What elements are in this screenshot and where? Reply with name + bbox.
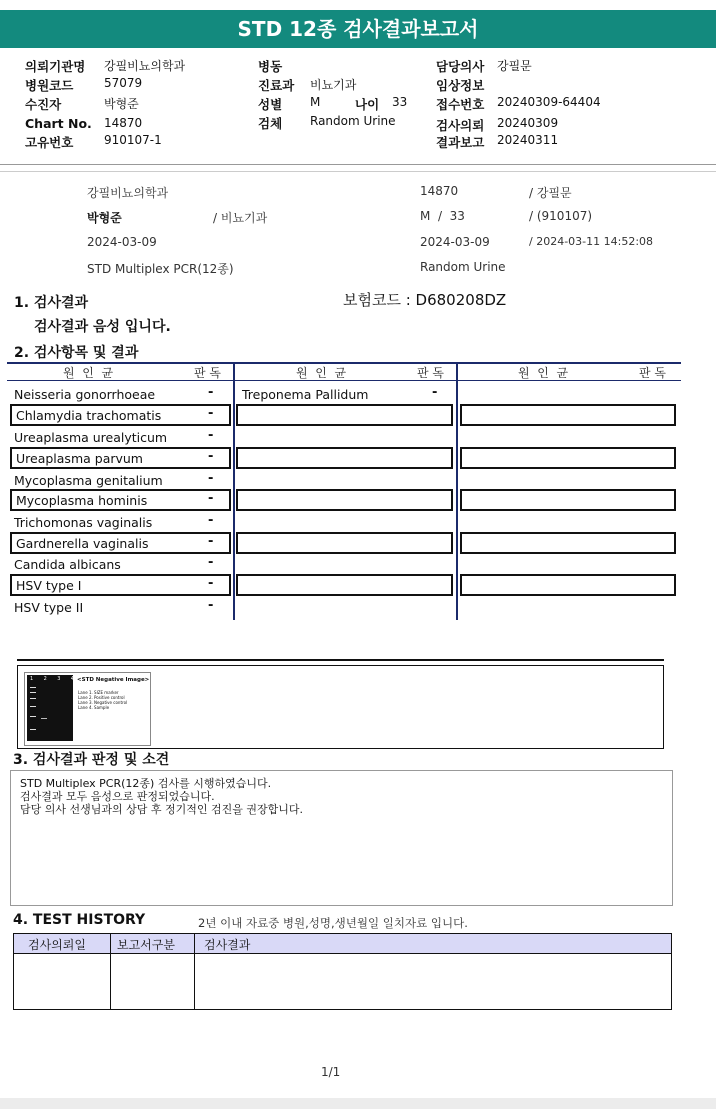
organism-result: - bbox=[432, 385, 438, 400]
organism-name: Trichomonas vaginalis bbox=[14, 515, 153, 530]
pi-clinic: 강필비뇨의학과 bbox=[87, 186, 169, 200]
history-col-result: 검사결과 bbox=[204, 938, 251, 952]
label-age: 나이 bbox=[355, 97, 380, 112]
col2-organism-header: 원 인 균 bbox=[296, 366, 347, 380]
empty-row-box bbox=[460, 532, 676, 554]
gel-legend-item: Lane 3. Negative control bbox=[78, 700, 128, 705]
gel-top-rule bbox=[17, 659, 664, 661]
empty-row-box bbox=[460, 574, 676, 596]
organism-result: - bbox=[208, 491, 214, 506]
organism-name: Ureaplasma urealyticum bbox=[14, 430, 168, 445]
col1-result-header: 판 독 bbox=[194, 366, 221, 380]
pi-dept: / 비뇨기과 bbox=[213, 211, 268, 225]
organism-name: Neisseria gonorrhoeae bbox=[14, 387, 156, 402]
organism-name: Gardnerella vaginalis bbox=[16, 536, 149, 551]
value-sex: M bbox=[310, 95, 321, 109]
gel-band bbox=[30, 687, 36, 688]
value-report-date: 20240311 bbox=[497, 133, 559, 147]
opinion-box bbox=[10, 770, 673, 906]
value-request-date: 20240309 bbox=[497, 116, 559, 130]
label-doctor: 담당의사 bbox=[436, 59, 485, 74]
gel-lane-label: 2 bbox=[43, 676, 47, 682]
pi-date1: 2024-03-09 bbox=[87, 235, 157, 249]
history-note: 2년 이내 자료중 병원,성명,생년월일 일치자료 입니다. bbox=[198, 916, 468, 930]
value-department: 비뇨기과 bbox=[310, 78, 357, 92]
opinion-line: 검사결과 모두 음성으로 판정되었습니다. bbox=[20, 790, 215, 803]
opinion-line: 담당 의사 선생님과의 상담 후 정기적인 검진을 권장합니다. bbox=[20, 803, 303, 816]
value-age: 33 bbox=[392, 95, 408, 109]
gel-lane-label: 4 bbox=[70, 676, 74, 682]
empty-row-box bbox=[236, 574, 453, 596]
pi-doctor: / 강필문 bbox=[529, 186, 572, 200]
empty-row-box bbox=[236, 404, 453, 426]
gel-lane-label: 1 bbox=[30, 676, 34, 682]
organism-name: Mycoplasma hominis bbox=[16, 493, 148, 508]
gel-photo bbox=[27, 675, 73, 741]
organism-name: Mycoplasma genitalium bbox=[14, 473, 163, 488]
organism-result: - bbox=[208, 428, 214, 443]
empty-row-box bbox=[460, 489, 676, 511]
gel-legend-item: Lane 4. Sample bbox=[78, 705, 110, 710]
empty-row-box bbox=[236, 532, 453, 554]
value-institution: 강필비뇨의학과 bbox=[104, 59, 186, 73]
table-col-divider-1 bbox=[233, 362, 235, 620]
label-department: 진료과 bbox=[258, 78, 295, 93]
gel-band bbox=[30, 692, 36, 693]
history-header-row bbox=[14, 934, 671, 954]
organism-result: - bbox=[208, 471, 214, 486]
pi-name: 박형준 bbox=[87, 211, 122, 225]
organism-result: - bbox=[208, 576, 214, 591]
pi-chart: 14870 bbox=[420, 184, 459, 198]
label-hospital-code: 병원코드 bbox=[25, 78, 74, 93]
table-col-divider-2 bbox=[456, 362, 458, 620]
section4-title: 4. TEST HISTORY bbox=[13, 912, 146, 928]
gel-image bbox=[24, 672, 151, 746]
gel-legend bbox=[78, 690, 127, 710]
label-specimen: 검체 bbox=[258, 116, 283, 131]
opinion-line: STD Multiplex PCR(12종) 검사를 시행하였습니다. bbox=[20, 777, 272, 790]
empty-row-box bbox=[236, 447, 453, 469]
gel-band bbox=[30, 698, 36, 699]
history-col-divider bbox=[194, 934, 195, 1009]
pi-sex-age: M / 33 bbox=[420, 209, 465, 223]
organism-result: - bbox=[208, 406, 214, 421]
organism-name: Ureaplasma parvum bbox=[16, 451, 143, 466]
gel-band bbox=[30, 706, 36, 707]
value-chart-no: 14870 bbox=[104, 116, 143, 130]
value-specimen: Random Urine bbox=[310, 114, 396, 128]
history-col-report-type: 보고서구분 bbox=[117, 938, 175, 952]
value-doctor: 강필문 bbox=[497, 59, 532, 73]
empty-row-box bbox=[460, 447, 676, 469]
pi-date2: 2024-03-09 bbox=[420, 235, 490, 249]
pi-specimen: Random Urine bbox=[420, 260, 506, 274]
label-receipt-no: 접수번호 bbox=[436, 97, 485, 112]
organism-name: Candida albicans bbox=[14, 557, 121, 572]
label-request-date: 검사의뢰 bbox=[436, 118, 485, 133]
section3-title: 3. 검사결과 판정 및 소견 bbox=[13, 752, 170, 768]
col3-result-header: 판 독 bbox=[639, 366, 666, 380]
gel-legend-item: Lane 2. Positive control bbox=[78, 695, 125, 700]
header-divider bbox=[0, 164, 716, 165]
organism-name: Treponema Pallidum bbox=[242, 387, 369, 402]
section1-summary: 검사결과 음성 입니다. bbox=[34, 319, 171, 335]
header-divider-2 bbox=[0, 171, 716, 172]
gel-band bbox=[30, 729, 36, 730]
gel-image-title: <STD Negative Image> bbox=[77, 677, 150, 683]
gel-lane-labels bbox=[30, 676, 74, 682]
value-unique-no: 910107-1 bbox=[104, 133, 162, 147]
organism-result: - bbox=[208, 534, 214, 549]
insurance-code: 보험코드 : D680208DZ bbox=[343, 291, 507, 309]
label-ward: 병동 bbox=[258, 59, 283, 74]
section1-title: 1. 검사결과 bbox=[14, 295, 89, 311]
label-patient: 수진자 bbox=[25, 97, 62, 112]
label-institution: 의뢰기관명 bbox=[25, 59, 86, 74]
pi-test-name: STD Multiplex PCR(12종) bbox=[87, 262, 234, 276]
gel-lane-label: 3 bbox=[57, 676, 61, 682]
history-col-request-date: 검사의뢰일 bbox=[28, 938, 86, 952]
page-number: 1/1 bbox=[321, 1065, 341, 1079]
organism-name: HSV type II bbox=[14, 600, 84, 615]
organism-result: - bbox=[208, 513, 214, 528]
label-sex: 성별 bbox=[258, 97, 283, 112]
pi-birth: / (910107) bbox=[529, 209, 593, 223]
organism-name: HSV type I bbox=[16, 578, 82, 593]
label-clinical-info: 임상정보 bbox=[436, 78, 485, 93]
label-report-date: 결과보고 bbox=[436, 135, 485, 150]
gel-image-frame bbox=[17, 665, 664, 749]
organism-result: - bbox=[208, 385, 214, 400]
organism-name: Chlamydia trachomatis bbox=[16, 408, 162, 423]
organism-result: - bbox=[208, 555, 214, 570]
empty-row-box bbox=[236, 489, 453, 511]
label-chart-no: Chart No. bbox=[25, 116, 92, 131]
col2-result-header: 판 독 bbox=[417, 366, 444, 380]
value-hospital-code: 57079 bbox=[104, 76, 143, 90]
report-title: STD 12종 검사결과보고서 bbox=[0, 10, 716, 48]
organism-result: - bbox=[208, 449, 214, 464]
history-col-divider bbox=[110, 934, 111, 1009]
history-table bbox=[13, 933, 672, 1010]
gel-band bbox=[30, 716, 36, 717]
value-receipt-no: 20240309-64404 bbox=[497, 95, 601, 109]
empty-row-box bbox=[460, 404, 676, 426]
organism-result: - bbox=[208, 598, 214, 613]
pi-report-time: / 2024-03-11 14:52:08 bbox=[529, 235, 654, 248]
col3-organism-header: 원 인 균 bbox=[518, 366, 569, 380]
gel-legend-item: Lane 1. SIZE marker bbox=[78, 690, 119, 695]
col1-organism-header: 원 인 균 bbox=[63, 366, 114, 380]
value-patient: 박형준 bbox=[104, 97, 139, 111]
gel-band bbox=[41, 718, 47, 719]
label-unique-no: 고유번호 bbox=[25, 135, 74, 150]
section2-title: 2. 검사항목 및 결과 bbox=[14, 345, 139, 361]
